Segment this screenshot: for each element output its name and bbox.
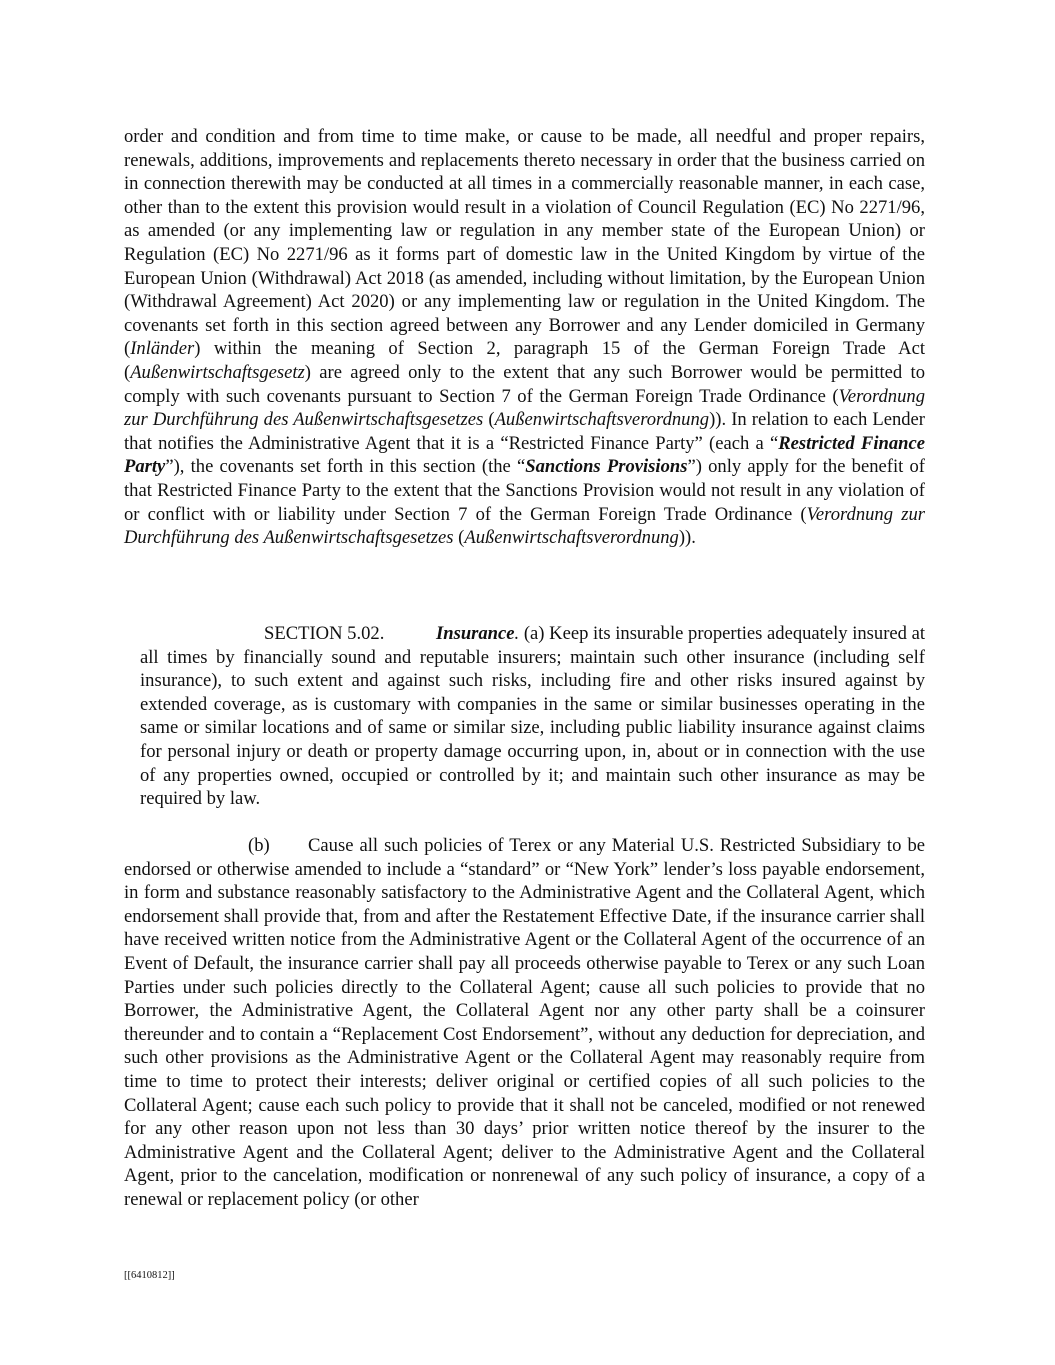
clause-label: (b) — [248, 835, 270, 856]
italic-term: Außenwirtschaftsverordnung — [494, 409, 710, 431]
document-footer-id: [[6410812]] — [124, 1270, 175, 1281]
section-number: SECTION 5.02. — [264, 623, 385, 644]
italic-term: Verordnung zur Durchführung des Außenwirtschaftsgesetzes — [124, 385, 925, 431]
defined-term: Restricted Finance Party — [124, 432, 925, 478]
italic-term: Inländer — [130, 338, 195, 360]
italic-term: Außenwirtschaftsgesetz — [130, 361, 305, 383]
section-heading: Insurance — [436, 623, 515, 644]
italic-term: Verordnung zur Durchführung des Außenwirtschaftsgesetzes — [124, 503, 925, 549]
paragraph-continuation: order and condition and from time to time make, or cause to be made, all needful and proper repairs, renewals, additions, improvements and replacements thereto necessary in order that the business carried on in connection therewith may be conducted at all times in a commercially reasonable manner, in each case, other than to the extent this provision would result in a violation of Council Regulation (EC) No 2271/96, as amended (or any implementing law or regulation in any member state of the European Union) or Regulation (EC) No 2271/96 as it forms part of domestic law in the United Kingdom by virtue of the European Union (Withdrawal) Act 2018 (as amended, including without limitation, by the European Union (Withdrawal Agreement) Act 2020) or any implementing law or regulation in the United Kingdom. The covenants set forth in this section agreed between any Borrower and any Lender domiciled in Germany (Inländer) within the meaning of Section 2, paragraph 15 of the German Foreign Trade Act (Außenwirtschaftsgesetz) are agreed only to the extent that any such Borrower would be permitted to comply with such covenants pursuant to Section 7 of the German Foreign Trade Ordinance (Verordnung zur Durchführung des Außenwirtschaftsgesetzes (Außenwirtschaftsverordnung)). In relation to each Lender that notifies the Administrative Agent that it is a “Restricted Finance Party” (each a “Restricted Finance Party”), the covenants set forth in this section (the “Sanctions Provisions”) only apply for the benefit of that Restricted Finance Party to the extent that the Sanctions Provision would not result in any violation of or conflict with or liability under Section 7 of the German Foreign Trade Ordinance (Verordnung zur Durchführung des Außenwirtschaftsgesetzes (Außenwirtschaftsverordnung)). — [124, 126, 926, 549]
italic-term: Außenwirtschaftsverordnung — [464, 527, 679, 549]
section-5-02-paragraph: SECTION 5.02. Insurance. (a) Keep its insurable properties adequately insured at all times by financially sound and reputable insurers; maintain such other insurance (including self insurance), to such extent and against such risks, including fire and other risks insured against by extended coverage, as is customary with companies in the same or similar businesses operating in the same or similar locations and of same or similar size, including public liability insurance against claims for personal injury or death or property damage occurring upon, in, about or in connection with the use of any properties owned, occupied or controlled by it; and maintain such other insurance as may be required by law. — [140, 623, 926, 810]
paragraph-b: (b) Cause all such policies of Terex or any Material U.S. Restricted Subsidiary to be endorsed or otherwise amended to include a “standard” or “New York” lender’s loss payable endorsement, in form and substance reasonably satisfactory to the Administrative Agent and the Collateral Agent, which endorsement shall provide that, from and after the Restatement Effective Date, if the insurance carrier shall have received written notice from the Administrative Agent or the Collateral Agent of the occurrence of an Event of Default, the insurance carrier shall pay all proceeds otherwise payable to Terex or any such Loan Parties under such policies directly to the Collateral Agent; cause all such policies to provide that no Borrower, the Administrative Agent, the Collateral Agent nor any other party shall be a coinsurer thereunder and to contain a “Replacement Cost Endorsement”, without any deduction for depreciation, and such other provisions as the Administrative Agent or the Collateral Agent may reasonably require from time to time to protect their interests; deliver original or certified copies of all such policies to the Collateral Agent; cause each such policy to provide that it shall not be canceled, modified or not renewed for any other reason upon not less than 30 days’ prior written notice thereof by the insurer to the Administrative Agent and the Collateral Agent; deliver to the Administrative Agent and the Collateral Agent, prior to the cancelation, modification or nonrenewal of any such policy of insurance, a copy of a renewal or replacement policy (or other — [124, 835, 925, 1210]
defined-term: Sanctions Provisions — [525, 456, 688, 478]
